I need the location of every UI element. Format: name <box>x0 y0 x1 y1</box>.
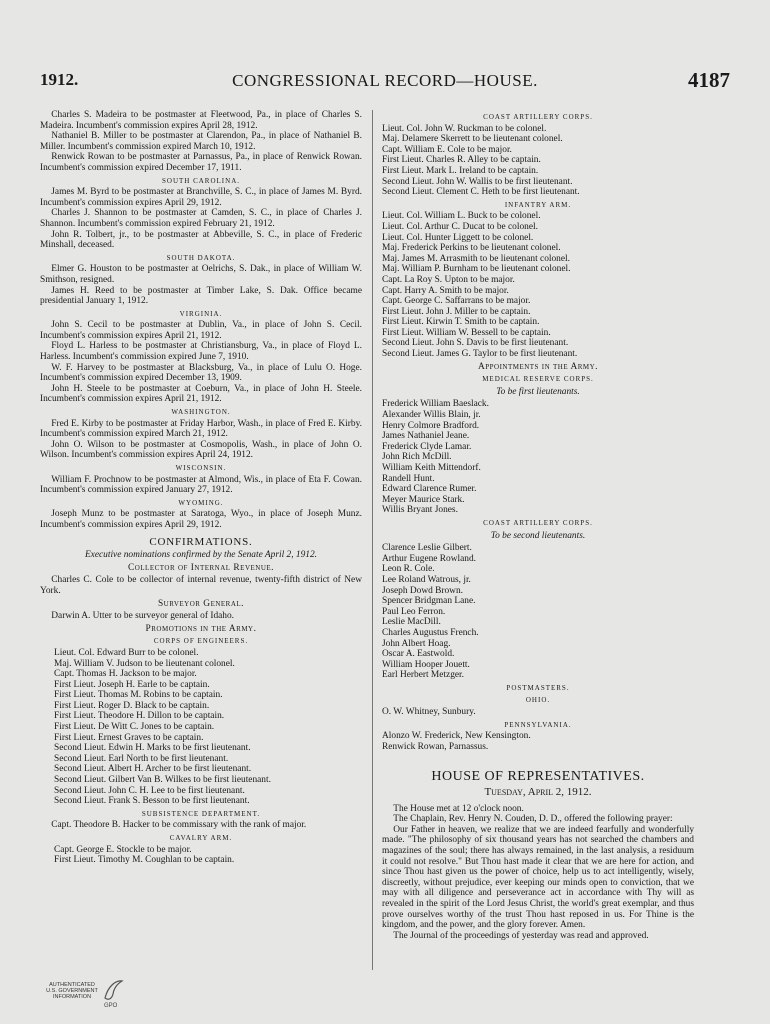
paragraph: Floyd L. Harless to be postmaster at Christiansburg, Va., in place of Floyd L. Harless. Incumbent's commission expired June 7, 1910. <box>40 341 362 363</box>
paragraph: Renwick Rowan to be postmaster at Parnassus, Pa., in place of Renwick Rowan. Incumbent's commission expired December 17, 1911. <box>40 152 362 173</box>
paragraph: W. F. Harvey to be postmaster at Blacksburg, Va., in place of Lulu O. Hoge. Incumbent's commission expired December 13, 1909. <box>40 362 362 384</box>
list-item: Arthur Eugene Rowland. <box>382 553 476 564</box>
corps-heading: MEDICAL RESERVE CORPS. <box>482 375 594 384</box>
state-heading: WISCONSIN. <box>175 464 227 472</box>
paragraph: Joseph Munz to be postmaster at Saratoga, Wyo., in place of Joseph Munz. Incumbent's commission expires April 29, 1912. <box>40 509 362 530</box>
section-heading: Promotions in the Army. <box>145 623 257 634</box>
list-item: Lee Roland Watrous, jr. <box>382 574 471 585</box>
paragraph: The House met at 12 o'clock noon. <box>393 803 524 814</box>
page-header <box>40 70 730 96</box>
gpo-text: AUTHENTICATED U.S. GOVERNMENT INFORMATION <box>46 982 98 1000</box>
corps-heading: INFANTRY ARM. <box>504 200 572 209</box>
house-heading: HOUSE OF REPRESENTATIVES. <box>431 769 645 785</box>
state-heading: WASHINGTON. <box>171 408 231 417</box>
paragraph: John S. Cecil to be postmaster at Dublin, Va., in place of John S. Cecil. Incumbent's commission expires April 21, 1912. <box>40 320 362 341</box>
list-item: Frederick William Baeslack. <box>382 399 489 410</box>
list-item: Clarence Leslie Gilbert. <box>382 543 472 554</box>
list-item: First Lieut. Thomas M. Robins to be captain. <box>54 690 223 701</box>
paragraph: Charles J. Shannon to be postmaster at Camden, S. C., in place of Charles J. Shannon. Incumbent's commission expired February 21, 1912. <box>40 208 362 229</box>
list-item: Renwick Rowan, Parnassus. <box>382 741 489 752</box>
list-item: Lieut. Col. William L. Buck to be colonel. <box>382 211 541 222</box>
list-item: Capt. Thomas H. Jackson to be major. <box>54 669 197 680</box>
list-item: Lieut. Col. Hunter Liggett to be colonel. <box>382 232 534 243</box>
state-heading: SOUTH DAKOTA. <box>166 253 236 262</box>
state-heading: VIRGINIA. <box>179 309 223 318</box>
list-item: Second Lieut. John C. H. Lee to be first lieutenant. <box>54 785 245 796</box>
prayer-paragraph: Our Father in heaven, we realize that we are indeed fearfully and wonderfully made. "The philosophy of six thousand years has not searched the chambers and magazines of the soul; there has always remained, in the last analysis, a residuum it could not resolve." But Thou hast made it clear that we are here for action, and since Thou hast given us the power of choice, help us to act intelligently, wisely, discreetly, without prejudice, ever keeping our minds open to conviction, that we may with all diligence and perseverance act in accordance with Thy will as revealed in the spirit of the Lord Jesus Christ, the world's great exemplar, and thus prove ourselves worthy of the trust Thou hast reposed in us. For Thine is the kingdom, and the power, and the glory forever. Amen. <box>382 824 694 931</box>
list-item: First Lieut. Theodore H. Dillon to be captain. <box>54 711 225 722</box>
paragraph: The Chaplain, Rev. Henry N. Couden, D. D., offered the following prayer: <box>393 814 673 825</box>
header-title: CONGRESSIONAL RECORD—HOUSE. <box>232 71 538 90</box>
paragraph: Charles S. Madeira to be postmaster at Fleetwood, Pa., in place of Charles S. Madeira. Incumbent's commission expires April 28, 1912. <box>40 110 362 131</box>
list-item: Leslie MacDill. <box>382 617 441 628</box>
list-item: Henry Colmore Bradford. <box>382 420 480 431</box>
list-item: Second Lieut. Clement C. Heth to be first lieutenant. <box>382 187 580 198</box>
list-item: First Lieut. Timothy M. Coughlan to be captain. <box>54 855 235 866</box>
list-item: Edward Clarence Rumer. <box>382 484 477 495</box>
list-item: First Lieut. Ernest Graves to be captain. <box>54 732 204 743</box>
coast-artillery-list <box>382 124 694 198</box>
list-item: First Lieut. John J. Miller to be captain. <box>382 306 531 317</box>
column-rule <box>372 110 373 970</box>
list-item: Meyer Maurice Stark. <box>382 494 465 505</box>
list-item: Lieut. Col. Arthur C. Ducat to be colonel. <box>382 221 538 232</box>
list-item: William Keith Mittendorf. <box>382 463 481 473</box>
corps-heading: SUBSISTENCE DEPARTMENT. <box>141 809 261 818</box>
section-heading: Collector of Internal Revenue. <box>127 562 275 573</box>
paragraph: Darwin A. Utter to be surveyor general of Idaho. <box>51 611 235 622</box>
corps-heading: CORPS OF ENGINEERS. <box>153 637 249 646</box>
list-item: Oscar A. Eastwold. <box>382 649 455 660</box>
paragraph: Charles C. Cole to be collector of internal revenue, twenty-fifth district of New York. <box>40 575 362 596</box>
list-item: O. W. Whitney, Sunbury. <box>382 707 476 718</box>
state-heading: PENNSYLVANIA. <box>504 720 572 729</box>
list-item: Second Lieut. John W. Wallis to be first lieutenant. <box>382 176 573 187</box>
list-item: Maj. Delamere Skerrett to be lieutenant colonel. <box>382 134 563 145</box>
list-item: Capt. William E. Cole to be major. <box>382 144 512 155</box>
list-item: Randell Hunt. <box>382 473 435 484</box>
list-item: Lieut. Col. John W. Ruckman to be colonel. <box>382 123 547 134</box>
paragraph: John H. Steele to be postmaster at Coeburn, Va., in place of John H. Steele. Incumbent's commission expires April 21, 1912. <box>40 383 362 405</box>
confirmations-heading: CONFIRMATIONS. <box>149 535 253 548</box>
paragraph: John R. Tolbert, jr., to be postmaster at Abbeville, S. C., in place of Frederic Minshall, deceased. <box>40 229 362 251</box>
page-number: 4187 <box>688 68 730 92</box>
list-item: Maj. William V. Judson to be lieutenant colonel. <box>54 658 235 669</box>
list-item: John Rich McDill. <box>382 452 452 463</box>
list-item: Charles Augustus French. <box>382 627 479 638</box>
list-item: First Lieut. Kirwin T. Smith to be captain. <box>382 317 540 328</box>
list-item: Second Lieut. Gilbert Van B. Wilkes to be first lieutenant. <box>54 775 271 786</box>
list-item: Willis Bryant Jones. <box>382 505 458 516</box>
list-item: Second Lieut. Frank S. Besson to be first lieutenant. <box>54 796 250 807</box>
coast-artillery-appointments-list <box>382 543 694 681</box>
rank-heading: To be second lieutenants. <box>490 530 586 541</box>
list-item: Earl Herbert Metzger. <box>382 670 464 681</box>
state-heading: WYOMING. <box>178 498 224 507</box>
section-heading: Appointments in the Army. <box>477 361 599 372</box>
paragraph: James H. Reed to be postmaster at Timber Lake, S. Dak. Office became presidential January 1, 1912. <box>40 285 362 307</box>
list-item: Paul Leo Ferron. <box>382 606 446 617</box>
list-item: James Nathaniel Jeane. <box>382 431 470 442</box>
list-item: First Lieut. Roger D. Black to be captain. <box>54 700 210 711</box>
header-year: 1912. <box>40 70 79 89</box>
medical-reserve-list <box>382 399 694 516</box>
list-item: Capt. Harry A. Smith to be major. <box>382 285 509 296</box>
list-item: Spencer Bridgman Lane. <box>382 596 476 607</box>
paragraph: William F. Prochnow to be postmaster at Almond, Wis., in place of Eta F. Cowan. Incumbent's commission expired January 27, 1912. <box>40 474 362 496</box>
pennsylvania-list <box>382 731 694 752</box>
list-item: Lieut. Col. Edward Burr to be colonel. <box>54 647 199 658</box>
list-item: Capt. La Roy S. Upton to be major. <box>382 274 515 285</box>
list-item: Joseph Dowd Brown. <box>382 585 463 596</box>
state-heading: OHIO. <box>525 696 551 705</box>
section-heading: Surveyor General. <box>157 598 245 609</box>
list-item: Leon R. Cole. <box>382 564 435 575</box>
list-item: Capt. George C. Saffarrans to be major. <box>382 296 531 307</box>
paragraph: James M. Byrd to be postmaster at Branchville, S. C., in place of James M. Byrd. Incumbent's commission expires April 29, 1912. <box>40 187 362 208</box>
paragraph: Capt. Theodore B. Hacker to be commissary with the rank of major. <box>51 820 307 831</box>
list-item: Second Lieut. Albert H. Archer to be first lieutenant. <box>54 764 252 775</box>
left-column <box>40 110 362 866</box>
executive-nominations: Executive nominations confirmed by the Senate April 2, 1912. <box>84 550 318 561</box>
list-item: First Lieut. Mark L. Ireland to be captain. <box>382 165 539 176</box>
engineers-list <box>40 648 362 807</box>
list-item: Maj. Frederick Perkins to be lieutenant colonel. <box>382 243 561 254</box>
corps-heading: COAST ARTILLERY CORPS. <box>483 113 593 121</box>
list-item: Second Lieut. John S. Davis to be first lieutenant. <box>382 338 569 349</box>
paragraph: Elmer G. Houston to be postmaster at Oelrichs, S. Dak., in place of William W. Smithson, resigned. <box>40 264 362 285</box>
state-heading: SOUTH CAROLINA. <box>162 176 240 185</box>
list-item: Second Lieut. James G. Taylor to be first lieutenant. <box>382 349 578 360</box>
right-column <box>382 110 694 941</box>
list-item: Frederick Clyde Lamar. <box>382 441 472 452</box>
infantry-list <box>382 211 694 359</box>
session-date: Tuesday, April 2, 1912. <box>484 786 592 799</box>
list-item: Second Lieut. Edwin H. Marks to be first lieutenant. <box>54 743 251 754</box>
list-item: First Lieut. Joseph H. Earle to be captain. <box>54 679 210 690</box>
corps-heading: CAVALRY ARM. <box>169 834 233 842</box>
list-item: John Albert Hoag. <box>382 638 451 649</box>
paragraph: Fred E. Kirby to be postmaster at Friday Harbor, Wash., in place of Fred E. Kirby. Incumbent's commission expired March 21, 1912. <box>40 418 362 440</box>
list-item: Maj. William P. Burnham to be lieutenant colonel. <box>382 264 571 275</box>
corps-heading: COAST ARTILLERY CORPS. <box>483 518 593 527</box>
list-item: First Lieut. De Witt C. Jones to be captain. <box>54 722 215 733</box>
list-item: Maj. James M. Arrasmith to be lieutenant colonel. <box>382 253 570 264</box>
rank-heading: To be first lieutenants. <box>496 386 580 397</box>
postmasters-heading: POSTMASTERS. <box>506 683 570 692</box>
list-item: Second Lieut. Earl North to be first lieutenant. <box>54 753 229 764</box>
paragraph: John O. Wilson to be postmaster at Cosmopolis, Wash., in place of John O. Wilson. Incumbent's commission expires April 24, 1912. <box>40 439 362 461</box>
cavalry-list <box>40 845 362 866</box>
list-item: Capt. George E. Stockle to be major. <box>54 844 192 855</box>
gpo-mark: GPO <box>104 1003 118 1008</box>
gpo-authentication-mark <box>44 978 124 1018</box>
list-item: Alonzo W. Frederick, New Kensington. <box>382 731 531 742</box>
eagle-icon <box>102 978 124 1008</box>
list-item: William Hooper Jouett. <box>382 659 470 670</box>
paragraph: Nathaniel B. Miller to be postmaster at Clarendon, Pa., in place of Nathaniel B. Miller. Incumbent's commission expired March 10, 1912. <box>40 131 362 152</box>
list-item: First Lieut. Charles R. Alley to be captain. <box>382 155 541 166</box>
list-item: Alexander Willis Blain, jr. <box>382 410 481 421</box>
paragraph: The Journal of the proceedings of yesterday was read and approved. <box>393 930 649 941</box>
list-item: First Lieut. William W. Bessell to be captain. <box>382 327 551 338</box>
